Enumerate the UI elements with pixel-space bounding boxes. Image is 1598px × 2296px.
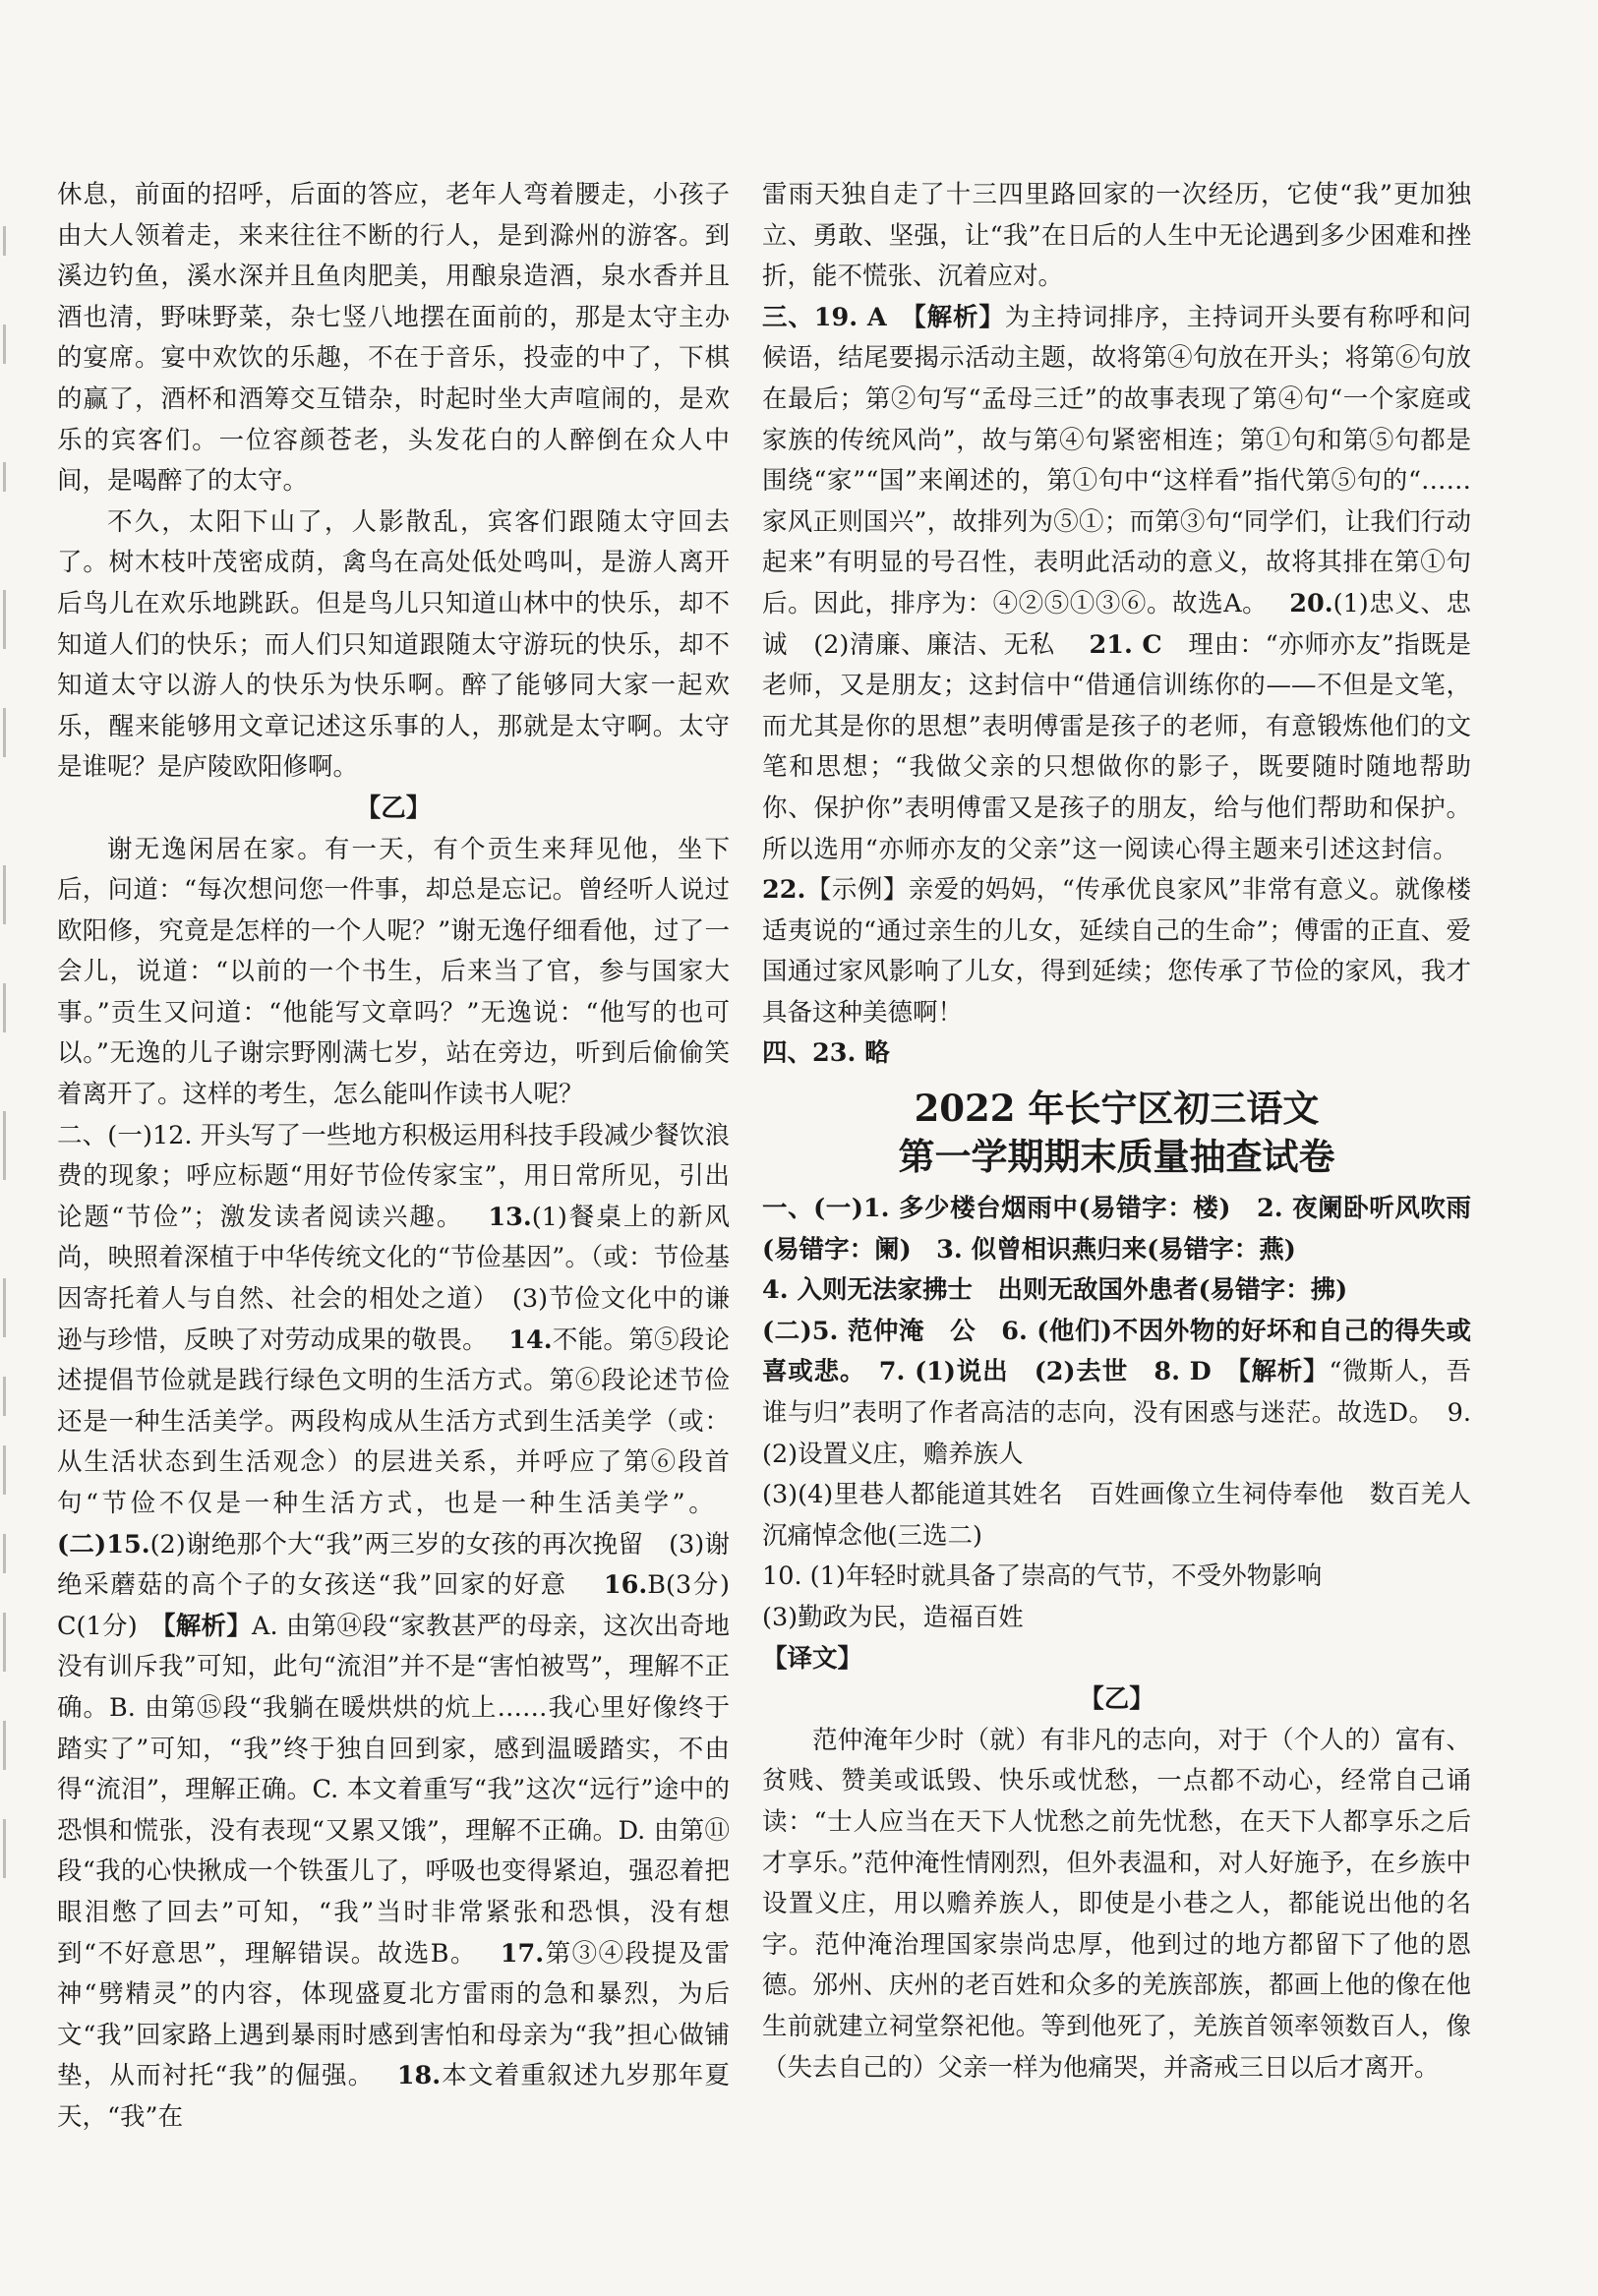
- exam-title-line-2: 第一学期期末质量抽查试卷: [898, 1135, 1335, 1179]
- answer-12-text: 开头写了一些地方积极运用科技手段减少餐饮浪费的现象；呼应标题“用好节俭传家宝”，用日常所见，引出论题“节俭”；激发读者阅读兴趣。: [57, 1120, 730, 1232]
- answer-12-number: 二、(一)12.: [57, 1120, 201, 1150]
- answer-13-text: (1)餐桌上的新风尚，映照着深植于中华传统文化的“节俭基因”。（或：节俭基因寄托着人与自然、社会的相处之道） (3)节俭文化中的谦逊与珍惜，反映了对劳动成果的敬畏。: [57, 1202, 731, 1355]
- left-column: [57, 175, 755, 2139]
- answer-21-text: 理由：“亦师亦友”指既是老师，又是朋友；这封信中“借通信训练你的——不但是文笔，而尤其是你的思想”表明傅雷是孩子的老师，有意锻炼他们的文笔和思想；“我做父亲的只想做你的影子，既要随时随地帮助你、保护你”表明傅雷又是孩子的朋友，给与他们帮助和保护。所以选用“亦师亦友的父亲”这一阅读心得主题来引述这封信。: [762, 629, 1472, 864]
- exam-title: [762, 1085, 1471, 1181]
- section-yi-heading-right: 【乙】: [1079, 1684, 1154, 1715]
- answer-10: 10. (1)年轻时就具备了崇高的气节，不受外物影响: [762, 1561, 1323, 1592]
- answer-18-text: 本文着重叙述九岁那年夏天，“我”在: [57, 2061, 730, 2132]
- answer-22-example-tag: 【示例】: [805, 875, 909, 906]
- answer-5-8-text: (二)5. 范仲淹 公 6. (他们)不因外物的好坏和自己的得失或喜或悲。 7. (1)说出 (2)去世 8. D: [762, 1316, 1471, 1387]
- translation-heading: 【译文】: [762, 1643, 863, 1674]
- answer-block-2: [57, 1116, 755, 2139]
- answer-17-text: 第③④段提及雷神“劈精灵”的内容，体现盛夏北方雷雨的急和暴烈，为后文“我”回家路上遇到暴雨时感到害怕和母亲为“我”担心做铺垫，从而衬托“我”的倔强。: [57, 1938, 730, 2091]
- answer-14-text: 不能。第⑤段论述提倡节俭就是践行绿色文明的生活方式。第⑥段论述节俭还是一种生活美学。两段构成从生活方式到生活美学（或：从生活状态到生活观念）的层进关系，并呼应了第⑥段首句“节俭不仅是一种生活方式，也是一种生活美学”。: [57, 1325, 730, 1518]
- answer-19-analysis-tag: 【解析】: [914, 302, 1005, 332]
- answer-17-number: 17.: [500, 1938, 545, 1969]
- answer-18-number: 18.: [396, 2061, 442, 2091]
- section-yi-heading: 【乙】: [355, 793, 432, 823]
- answer-19-number: 三、19. A: [762, 302, 914, 332]
- answer-20-number: 20.: [1289, 588, 1333, 618]
- answer-16-number: 16.: [603, 1570, 648, 1601]
- answer-1-3: 一、(一)1. 多少楼台烟雨中(易错字：楼) 2. 夜阑卧听风吹雨(易错字：阑) 3. 似曾相识燕归来(易错字：燕): [762, 1194, 1471, 1265]
- translation-paragraph-3: 谢无逸闲居在家。有一天，有个贡生来拜见他，坐下后，问道：“每次想问您一件事，却总是忘记。曾经听人说过欧阳修，究竟是怎样的一个人呢？”谢无逸仔细看他，过了一会儿，说道：“以前的一个书生，后来当了官，参与国家大事。”贡生又问道：“他能写文章吗？”无逸说：“他写的也可以。”无逸的儿子谢宗野刚满七岁，站在旁边，听到后偷偷笑着离开了。这样的考生，怎么能叫作读书人呢？: [57, 834, 730, 1110]
- answer-22-text: 亲爱的妈妈，“传承优良家风”非常有意义。就像楼适夷说的“通过亲生的儿女，延续自己的生命”；傅雷的正直、爱国通过家风影响了儿女，得到延续；您传承了节俭的家风，我才具备这种美德啊！: [762, 875, 1471, 1028]
- answer-5-9: [762, 1312, 1471, 1475]
- answer-14-number: 14.: [508, 1325, 553, 1355]
- translation-paragraph-2: 不久，太阳下山了，人影散乱，宾客们跟随太守回去了。树木枝叶茂密成荫，禽鸟在高处低处鸣叫，是游人离开后鸟儿在欢乐地跳跃。但是鸟儿只知道山林中的快乐，却不知道人们的快乐；而人们只知道跟随太守游玩的快乐，却不知道太守以游人的快乐为快乐啊。醉了能够同大家一起欢乐，醒来能够用文章记述这乐事的人，那就是太守啊。太守是谁呢？是庐陵欧阳修啊。: [57, 506, 730, 783]
- answer-13-number: 13.: [488, 1202, 532, 1232]
- answer-22-number: 22.: [762, 875, 806, 906]
- answer-16-analysis-tag: 【解析】: [162, 1611, 253, 1641]
- translation-paragraph-1: 休息，前面的招呼，后面的答应，老年人弯着腰走，小孩子由大人领着走，来来往往不断的行人，是到滁州的游客。到溪边钓鱼，溪水深并且鱼肉肥美，用酿泉造酒，泉水香并且酒也清，野味野菜，杂七竖八地摆在面前的，那是太守主办的宴席。宴中欢饮的乐趣，不在于音乐，投壶的中了，下棋的赢了，酒杯和酒筹交互错杂，时起时坐大声喧闹的，是欢乐的宾客们。一位容颜苍老，头发花白的人醉倒在众人中间，是喝醉了的太守。: [57, 180, 730, 497]
- exam-title-line-1: 2022 年长宁区初三语文: [914, 1087, 1320, 1131]
- answer-15-text: (2)谢绝那个大“我”两三岁的女孩的再次挽留 (3)谢绝采蘑菇的高个子的女孩送“我”回家的好意: [57, 1529, 730, 1601]
- answer-16-choice: B(3分) C(1分): [57, 1570, 755, 1641]
- answer-23: 四、23. 略: [762, 1038, 890, 1069]
- answer-8-analysis-tag: 【解析】: [1237, 1357, 1330, 1387]
- answer-9-continued: (3)(4)里巷人都能道其姓名 百姓画像立生祠侍奉他 数百羌人沉痛悼念他(三选二): [762, 1480, 1471, 1551]
- answer-10-continued: (3)勤政为民，造福百姓: [762, 1603, 1024, 1632]
- answer-4: 4. 入则无法家拂士 出则无敌国外患者(易错字：拂): [762, 1275, 1348, 1306]
- answer-18-continued: 雷雨天独自走了十三四里路回家的一次经历，它使“我”更加独立、勇敢、坚强，让“我”在日后的人生中无论遇到多少困难和挫折，能不慌张、沉着应对。: [762, 180, 1471, 292]
- right-column: [762, 175, 1471, 2089]
- answer-block-3: [762, 298, 1471, 1034]
- answer-21-number: 21. C: [1089, 629, 1162, 660]
- translation-fan-zhongyan: 范仲淹年少时（就）有非凡的志向，对于（个人的）富有、贫贱、赞美或诋毁、快乐或忧愁，一点都不动心，经常自己诵读：“士人应当在天下人忧愁之前先忧愁，在天下人都享乐之后才享乐。”范仲淹性情刚烈，但外表温和，对人好施予，在乡族中设置义庄，用以赡养族人，即使是小巷之人，都能说出他的名字。范仲淹治理国家崇尚忠厚，他到过的地方都留下了他的恩德。邠州、庆州的老百姓和众多的羌族部族，都画上他的像在他生前就建立祠堂祭祀他。等到他死了，羌族首领率领数百人，像（失去自己的）父亲一样为他痛哭，并斋戒三日以后才离开。: [762, 1725, 1471, 2083]
- answer-19-text: 为主持词排序，主持词开头要有称呼和问候语，结尾要揭示活动主题，故将第④句放在开头；将第⑥句放在最后；第②句写“孟母三迁”的故事表现了第④句“一个家庭或家族的传统风尚”，故与第④句紧密相连；第①句和第⑤句都是围绕“家”“国”来阐述的，第①句中“这样看”指代第⑤句的“……家风正则国兴”，故排列为⑤①；而第③句“同学们，让我们行动起来”有明显的号召性，表明此活动的意义，故将其排在第①句后。因此，排序为：④②⑤①③⑥。故选A。: [762, 302, 1471, 618]
- answer-20-text: (1)忠义、忠诚 (2)清廉、廉洁、无私: [762, 588, 1472, 660]
- page-edge-marks: [0, 0, 12, 2296]
- answer-16-text: A. 由第⑭段“家教甚严的母亲，这次出奇地没有训斥我”可知，此句“流泪”并不是“害怕被骂”，理解不正确。B. 由第⑮段“我躺在暖烘烘的炕上……我心里好像终于踏实了”可知，“我”终于独自回到家，感到温暖踏实，不由得“流泪”，理解正确。C. 本文着重写“我”这次“远行”途中的恐惧和慌张，没有表现“又累又饿”，理解不正确。D. 由第⑪段“我的心快揪成一个铁蛋儿了，呼吸也变得紧迫，强忍着把眼泪憋了回去”可知，“我”当时非常紧张和恐惧，没有想到“不好意思”，理解错误。故选B。: [57, 1611, 730, 1969]
- answer-15-number: (二)15.: [57, 1529, 150, 1560]
- answer-8-text: “微斯人，吾谁与归”表明了作者高洁的志向，没有困惑与迷茫。故选D。 9. (2)设置义庄，赡养族人: [762, 1357, 1471, 1469]
